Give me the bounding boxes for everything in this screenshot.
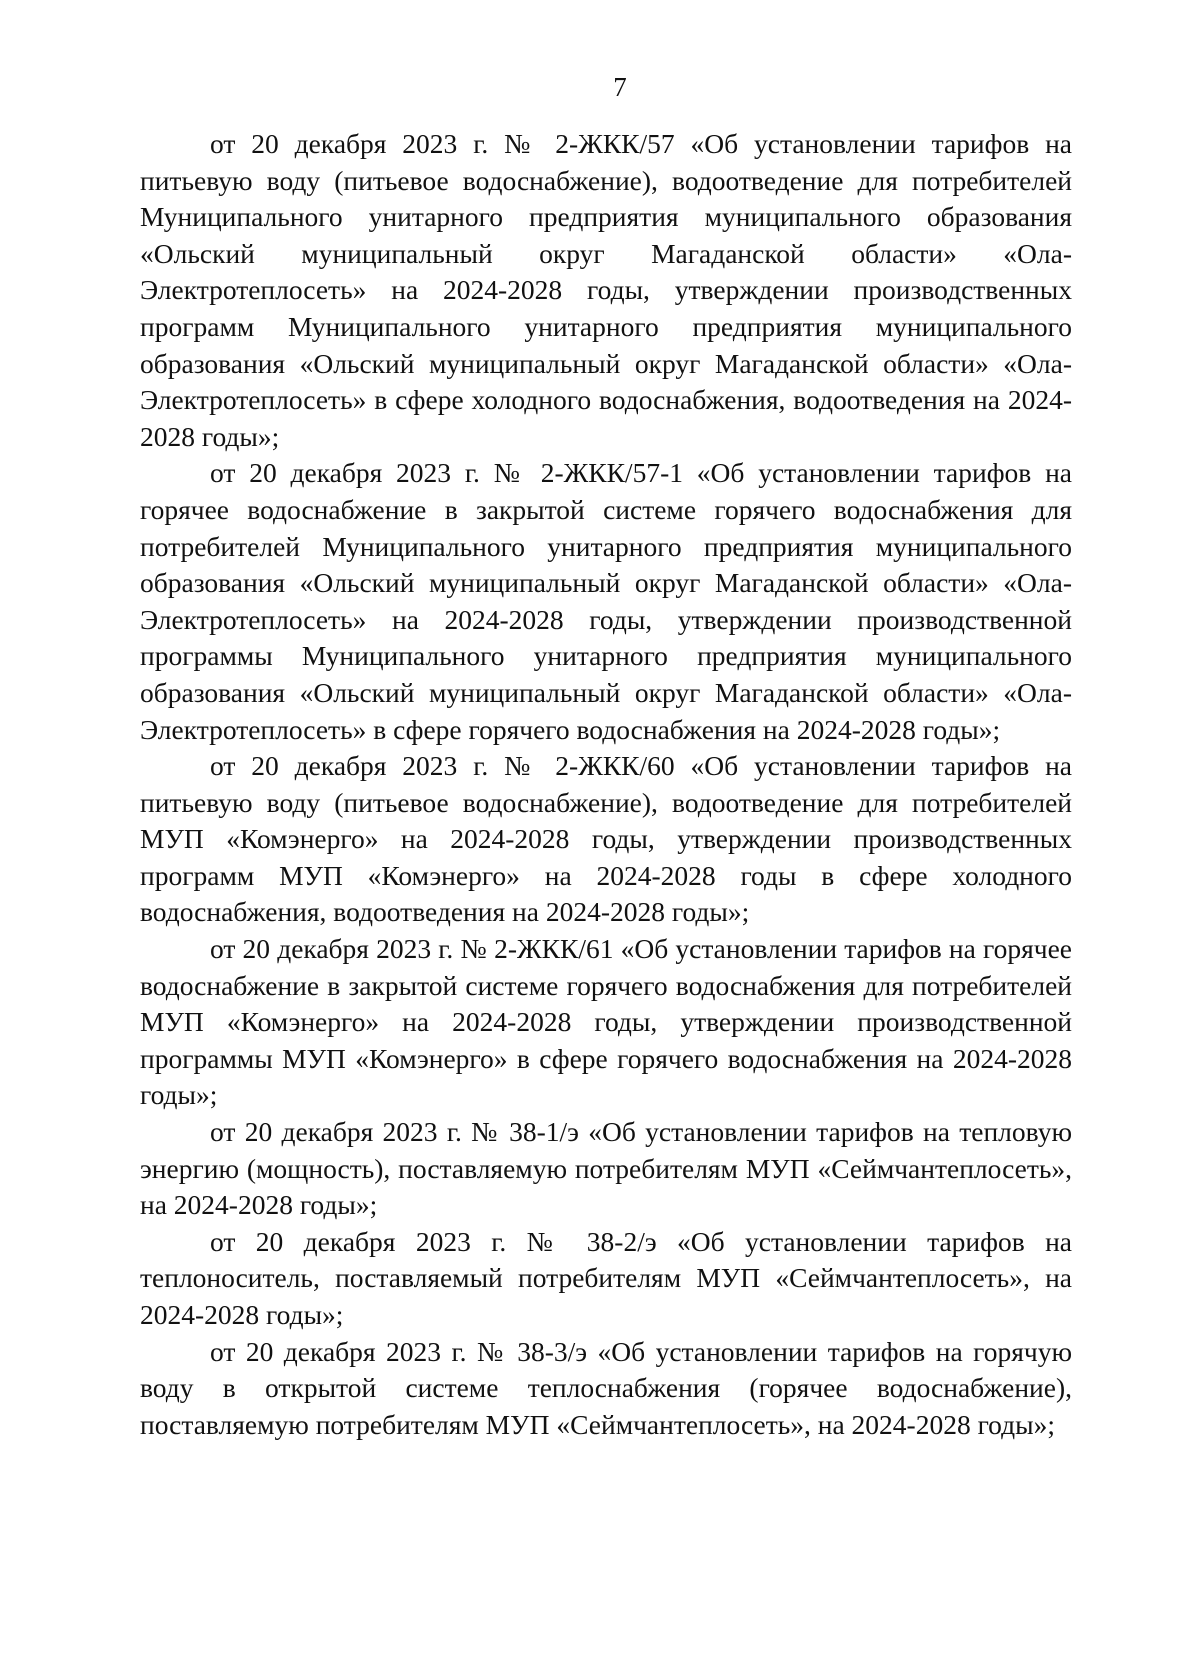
document-body	[140, 126, 1072, 1443]
paragraph-decree-2-zhkk-57-1: от 20 декабря 2023 г. № 2-ЖКК/57-1 «Об установлении тарифов на горячее водоснабжение в закрытой системе горячего водоснабжения для потребителей Муниципального унитарного предприятия муниципального образования «Ольский муниципальный округ Магаданской области» «Ола-Электротеплосеть» на 2024-2028 годы, утверждении производственной программы Муниципального унитарного предприятия муниципального образования «Ольский муниципальный округ Магаданской области» «Ола-Электротеплосеть» в сфере горячего водоснабжения на 2024-2028 годы»;	[140, 457, 1072, 745]
paragraph-decree-2-zhkk-57: от 20 декабря 2023 г. № 2-ЖКК/57 «Об установлении тарифов на питьевую воду (питьевое водоснабжение), водоотведение для потребителей Муниципального унитарного предприятия муниципального образования «Ольский муниципальный округ Магаданской области» «Ола-Электротеплосеть» на 2024-2028 годы, утверждении производственных программ Муниципального унитарного предприятия муниципального образования «Ольский муниципальный округ Магаданской области» «Ола-Электротеплосеть» в сфере холодного водоснабжения, водоотведения на 2024-2028 годы»;	[140, 128, 1072, 452]
paragraph-decree-38-1-e: от 20 декабря 2023 г. № 38-1/э «Об установлении тарифов на тепловую энергию (мощность), поставляемую потребителям МУП «Сеймчантеплосеть», на 2024-2028 годы»;	[140, 1116, 1072, 1221]
paragraph-decree-38-2-e: от 20 декабря 2023 г. № 38-2/э «Об установлении тарифов на теплоноситель, поставляемый потребителям МУП «Сеймчантеплосеть», на 2024-2028 годы»;	[140, 1225, 1072, 1330]
paragraph-decree-2-zhkk-60: от 20 декабря 2023 г. № 2-ЖКК/60 «Об установлении тарифов на питьевую воду (питьевое водоснабжение), водоотведение для потребителей МУП «Комэнерго» на 2024-2028 годы, утверждении производственных программ МУП «Комэнерго» на 2024-2028 годы в сфере холодного водоснабжения, водоотведения на 2024-2028 годы»;	[140, 750, 1072, 928]
paragraph-decree-2-zhkk-61: от 20 декабря 2023 г. № 2-ЖКК/61 «Об установлении тарифов на горячее водоснабжение в закрытой системе горячего водоснабжения для потребителей МУП «Комэнерго» на 2024-2028 годы, утверждении производственной программы МУП «Комэнерго» в сфере горячего водоснабжения на 2024-2028 годы»;	[140, 933, 1072, 1111]
page-number: 7	[613, 72, 627, 102]
paragraph-decree-38-3-e: от 20 декабря 2023 г. № 38-3/э «Об установлении тарифов на горячую воду в открытой системе теплоснабжения (горячее водоснабжение), поставляемую потребителям МУП «Сеймчантеплосеть», на 2024-2028 годы»;	[140, 1335, 1072, 1440]
